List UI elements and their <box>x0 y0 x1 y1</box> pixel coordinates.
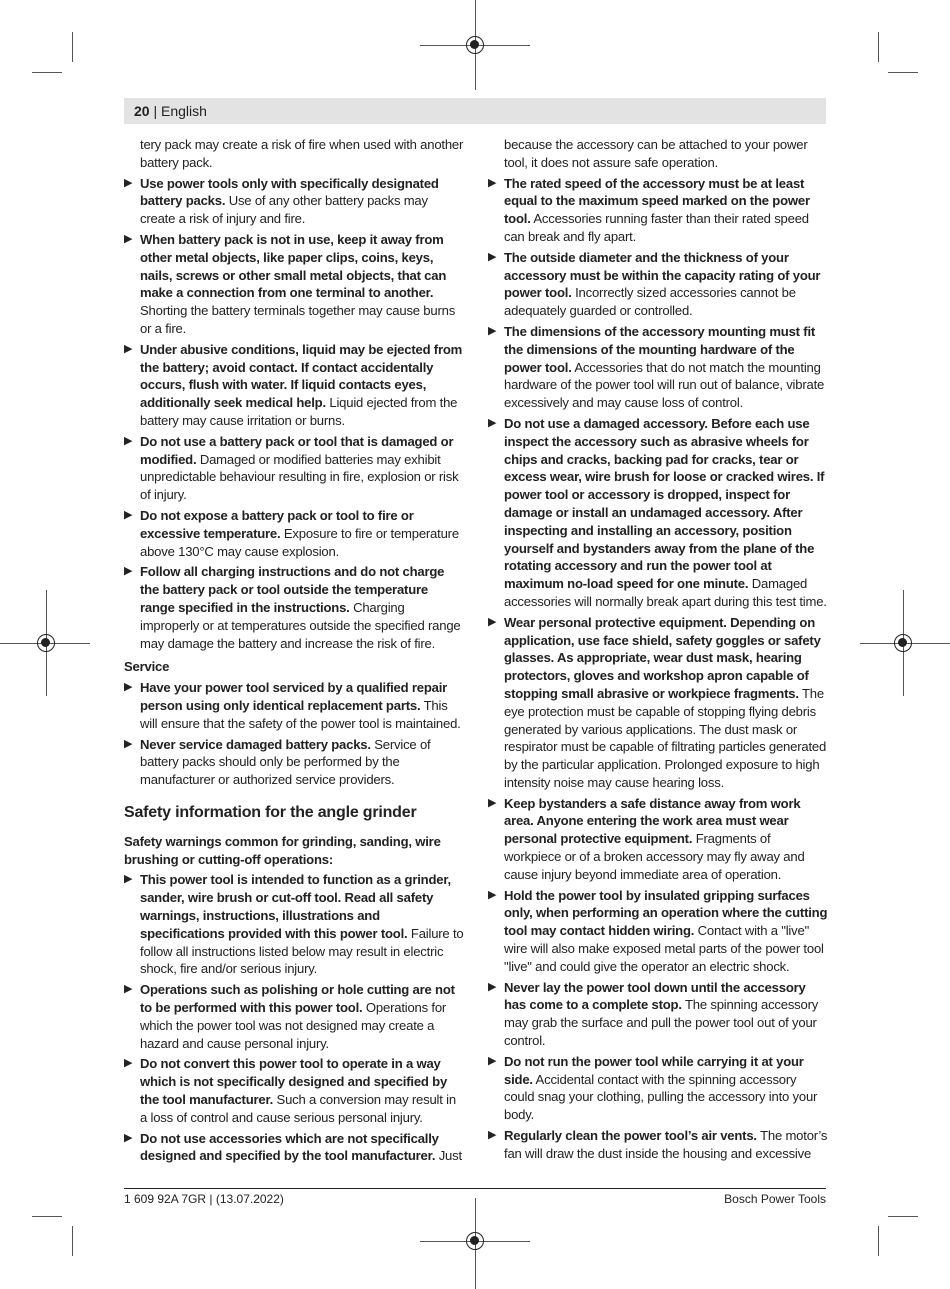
safety-instruction-item <box>488 1127 828 1163</box>
safety-instruction-item <box>124 563 464 652</box>
safety-instruction-item <box>124 507 464 560</box>
instruction-bold-text: Have your power tool serviced by a qualified repair person using only identical replacement parts. <box>140 680 448 713</box>
bullet-triangle-icon: ▶ <box>124 342 133 355</box>
right-items <box>488 175 828 1163</box>
instruction-bold-text: Operations such as polishing or hole cutting are not to be performed with this power tool. <box>140 982 455 1016</box>
crop-mark-top-left-v <box>72 32 73 62</box>
instruction-bold-text: The rated speed of the accessory must be at least equal to the maximum speed marked on the power tool. <box>504 175 810 227</box>
instruction-explanation-text: Use of any other battery packs may create a risk of injury and fire. <box>140 193 428 227</box>
safety-instruction-item <box>488 979 828 1050</box>
instruction-explanation-text: Damaged accessories will normally break apart during this test time. <box>504 576 827 609</box>
registration-target-left <box>37 634 55 652</box>
instruction-explanation-text: Damaged or modified batteries may exhibit unpredictable behaviour resulting in fire, explosion or risk of injury. <box>140 451 459 503</box>
left-items-a <box>124 175 464 653</box>
instruction-explanation-text: Charging improperly or at temperatures outside the specified range may damage the battery and increase the risk of fire. <box>140 599 461 651</box>
bullet-triangle-icon: ▶ <box>124 1057 133 1070</box>
crop-mark-top-left-h <box>32 72 62 73</box>
instruction-bold-text: Wear personal protective equipment. Depending on application, use face shield, safety goggles or safety glasses. As appropriate, wear dust mask, hearing protectors, gloves and workshop apron capable of stopping small abrasive or workpiece fragments. <box>504 614 821 701</box>
safety-instruction-item <box>124 1130 464 1166</box>
instruction-bold-text: Do not convert this power tool to operate in a way which is not specifically designed and specified by the tool manufacturer. <box>140 1056 448 1108</box>
crop-mark-bottom-left-h <box>32 1216 62 1217</box>
instruction-explanation-text: Liquid ejected from the battery may cause irritation or burns. <box>140 395 458 428</box>
bullet-triangle-icon: ▶ <box>488 1129 497 1142</box>
page-header <box>124 98 826 124</box>
instruction-explanation-text: Contact with a "live" wire will also make exposed metal parts of the power tool "live" and could give the operator an electric shock. <box>504 923 824 974</box>
right-continuation: because the accessory can be attached to your power tool, it does not assure safe operation. <box>504 137 808 170</box>
safety-instruction-item <box>124 433 464 504</box>
instruction-bold-text: Keep bystanders a safe distance away from work area. Anyone entering the work area must wear personal protective equipment. <box>504 795 801 847</box>
bullet-triangle-icon: ▶ <box>124 565 133 578</box>
instruction-bold-text: Do not use a battery pack or tool that is damaged or modified. <box>140 433 454 467</box>
crop-mark-top-right-v <box>878 32 879 62</box>
bullet-triangle-icon: ▶ <box>124 508 133 521</box>
registration-target-bottom <box>466 1232 484 1250</box>
left-column <box>124 136 464 1168</box>
instruction-bold-text: Regularly clean the power tool’s air vents. <box>504 1128 757 1144</box>
safety-instruction-item <box>488 887 828 976</box>
safety-instruction-item <box>124 175 464 228</box>
instruction-explanation-text: Just <box>435 1148 462 1164</box>
safety-instruction-item <box>488 323 828 412</box>
instruction-explanation-text: The motor’s fan will draw the dust inside the housing and excessive <box>504 1128 828 1161</box>
bullet-triangle-icon: ▶ <box>124 681 133 694</box>
service-heading: Service <box>124 659 170 675</box>
safety-instruction-item <box>124 981 464 1052</box>
section-heading: Safety information for the angle grinder <box>124 803 417 821</box>
bullet-triangle-icon: ▶ <box>488 416 497 429</box>
bullet-triangle-icon: ▶ <box>488 980 497 993</box>
left-items-c <box>124 871 464 1165</box>
bullet-triangle-icon: ▶ <box>488 176 497 189</box>
instruction-explanation-text: Operations for which the power tool was not designed may create a hazard and cause personal injury. <box>140 1000 447 1051</box>
instruction-explanation-text: Incorrectly sized accessories cannot be adequately guarded or controlled. <box>504 285 796 319</box>
instruction-explanation-text: Service of battery packs should only be performed by the manufacturer or authorized service providers. <box>140 736 431 788</box>
safety-instruction-item <box>124 736 464 789</box>
instruction-bold-text: Never lay the power tool down until the accessory has come to a complete stop. <box>504 979 806 1013</box>
left-items-b <box>124 679 464 789</box>
instruction-bold-text: This power tool is intended to function as a grinder, sander, wire brush or cut-off tool. Read all safety warnings, instructions, illustrations and specifications provided with this power tool. <box>140 872 451 941</box>
instruction-bold-text: Do not use a damaged accessory. Before each use inspect the accessory such as abrasive wheels for chips and cracks, backing pad for cracks, tear or excess wear, wire brush for loose or cracked wires. If power tool or accessory is dropped, inspect for damage or install an undamaged accessory. After inspecting and installing an accessory, position yourself and bystanders away from the plane of the rotating accessory and run the power tool at maximum no-load speed for one minute. <box>504 415 825 592</box>
bullet-triangle-icon: ▶ <box>488 615 497 628</box>
crop-mark-bottom-right-h <box>888 1216 918 1217</box>
header-language: English <box>161 103 207 119</box>
instruction-explanation-text: Accessories that do not match the mounting hardware of the power tool will run out of balance, vibrate excessively and may cause loss of control. <box>504 359 825 411</box>
bullet-triangle-icon: ▶ <box>124 737 133 750</box>
instruction-explanation-text: The spinning accessory may grab the surface and pull the power tool out of your control. <box>504 997 819 1049</box>
bullet-triangle-icon: ▶ <box>124 873 133 886</box>
instruction-bold-text: Do not run the power tool while carrying it at your side. <box>504 1053 804 1087</box>
registration-target-right <box>894 634 912 652</box>
instruction-bold-text: Hold the power tool by insulated gripping surfaces only, when performing an operation where the cutting tool may contact hidden wiring. <box>504 887 828 939</box>
registration-target-top <box>466 36 484 54</box>
bullet-triangle-icon: ▶ <box>488 796 497 809</box>
page-number: 20 <box>134 103 150 119</box>
instruction-bold-text: The dimensions of the accessory mounting must fit the dimensions of the mounting hardware of the power tool. <box>504 323 816 375</box>
subheading: Safety warnings common for grinding, sanding, wire brushing or cutting-off operations: <box>124 833 441 867</box>
instruction-explanation-text: Exposure to fire or temperature above 130°C may cause explosion. <box>140 525 459 559</box>
instruction-explanation-text: Shorting the battery terminals together may cause burns or a fire. <box>140 303 456 336</box>
bullet-triangle-icon: ▶ <box>124 434 133 447</box>
left-continuation: tery pack may create a risk of fire when used with another battery pack. <box>140 137 464 170</box>
footer-document-id: 1 609 92A 7GR | (13.07.2022) <box>124 1192 284 1206</box>
instruction-explanation-text: Accessories running faster than their rated speed can break and fly apart. <box>504 211 809 244</box>
instruction-bold-text: The outside diameter and the thickness of your accessory must be within the capacity rating of your power tool. <box>504 249 821 301</box>
bullet-triangle-icon: ▶ <box>124 1131 133 1144</box>
header-text: 20 | English <box>134 103 207 119</box>
instruction-explanation-text: Failure to follow all instructions listed below may result in electric shock, fire and/or serious injury. <box>140 925 464 977</box>
safety-instruction-item <box>488 1053 828 1124</box>
bullet-triangle-icon: ▶ <box>488 250 497 263</box>
bullet-triangle-icon: ▶ <box>124 983 133 996</box>
instruction-bold-text: When battery pack is not in use, keep it away from other metal objects, like paper clips, coins, keys, nails, screws or other small metal objects, that can make a connection from one terminal to another. <box>140 231 447 301</box>
safety-instruction-item <box>124 1055 464 1126</box>
bullet-triangle-icon: ▶ <box>124 176 133 189</box>
safety-instruction-item <box>488 175 828 246</box>
safety-instruction-item <box>124 871 464 978</box>
safety-instruction-item <box>488 614 828 792</box>
bullet-triangle-icon: ▶ <box>124 232 133 245</box>
safety-instruction-item <box>488 249 828 320</box>
instruction-explanation-text: This will ensure that the safety of the power tool is maintained. <box>140 697 461 731</box>
crop-mark-top-right-h <box>888 72 918 73</box>
instruction-explanation-text: Accidental contact with the spinning accessory could snag your clothing, pulling the accessory into your body. <box>504 1071 818 1123</box>
bullet-triangle-icon: ▶ <box>488 1054 497 1067</box>
safety-instruction-item <box>488 795 828 884</box>
instruction-bold-text: Follow all charging instructions and do not charge the battery pack or tool outside the temperature range specified in the instructions. <box>140 564 445 615</box>
instruction-explanation-text: Fragments of workpiece or of a broken accessory may fly away and cause injury beyond immediate area of operation. <box>504 831 805 882</box>
instruction-bold-text: Never service damaged battery packs. <box>140 736 371 752</box>
instruction-bold-text: Do not use accessories which are not specifically designed and specified by the tool manufacturer. <box>140 1130 439 1164</box>
safety-instruction-item <box>488 415 828 611</box>
safety-instruction-item <box>124 679 464 732</box>
crop-mark-bottom-right-v <box>878 1226 879 1256</box>
safety-instruction-item <box>124 341 464 430</box>
bullet-triangle-icon: ▶ <box>488 324 497 337</box>
safety-instruction-item <box>124 231 464 338</box>
instruction-explanation-text: The eye protection must be capable of stopping flying debris generated by various applications. The dust mask or respirator must be capable of filtrating particles generated by the particular application. Prolonged exposure to high intensity noise may cause hearing loss. <box>504 685 827 790</box>
instruction-explanation-text: Such a conversion may result in a loss of control and cause serious personal injury. <box>140 1092 456 1125</box>
instruction-bold-text: Use power tools only with specifically designated battery packs. <box>140 175 439 209</box>
instruction-bold-text: Do not expose a battery pack or tool to fire or excessive temperature. <box>140 507 414 541</box>
footer-brand: Bosch Power Tools <box>724 1192 826 1206</box>
right-column <box>488 136 828 1166</box>
crop-mark-bottom-left-v <box>72 1226 73 1256</box>
instruction-bold-text: Under abusive conditions, liquid may be ejected from the battery; avoid contact. If contact accidentally occurs, flush with water. If liquid contacts eyes, additionally seek medical help. <box>140 341 463 411</box>
footer-rule <box>124 1188 826 1189</box>
bullet-triangle-icon: ▶ <box>488 888 497 901</box>
